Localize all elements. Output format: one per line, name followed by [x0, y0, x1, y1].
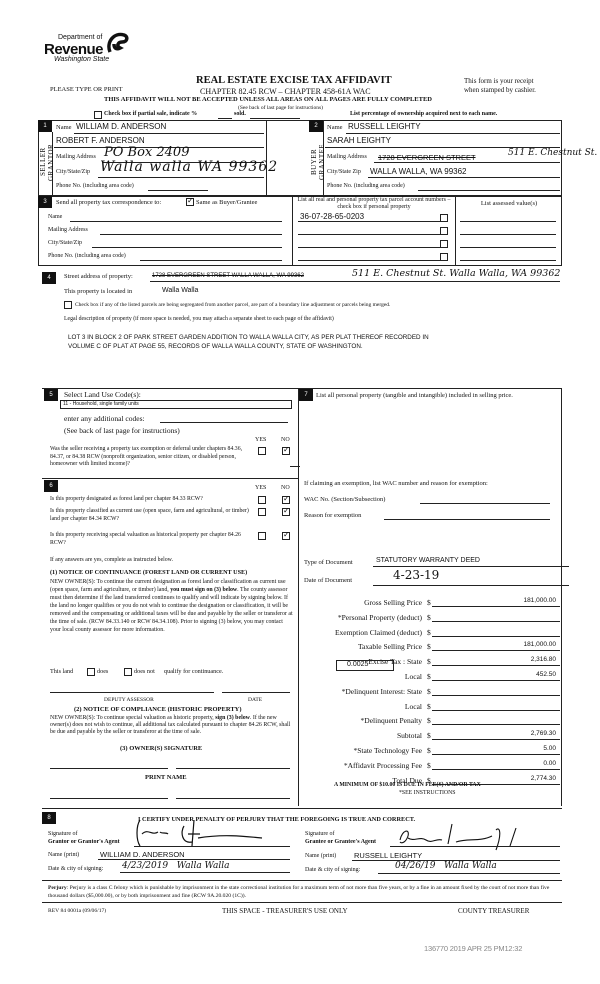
amount-field[interactable] — [432, 739, 560, 740]
land-use-see-back: (See back of last page for instructions) — [64, 426, 180, 435]
grantor-name-rule — [98, 859, 290, 860]
grantee-signature-rule — [390, 846, 560, 847]
amount-field[interactable] — [432, 650, 560, 651]
current-use-question: Is this property classified as current use (open space, farm and agricultural, or timber) land per chapter 84.34 RCW? — [50, 508, 249, 522]
certify-statement: I CERTIFY UNDER PENALTY OF PERJURY THAT THE FOREGOING IS TRUE AND CORRECT. — [138, 816, 416, 823]
personal-property-label: List all personal property (tangible and intangible) included in selling price. — [316, 392, 513, 399]
qualify-label: qualify for continuance. — [164, 668, 224, 675]
buyer-phone-label: Phone No. (including area code) — [327, 183, 405, 189]
amount-label: Subtotal — [396, 731, 422, 741]
minimum-due-note: A MINIMUM OF $10.00 IS DUE IN FEE(S) AND/OR TAX — [334, 782, 481, 788]
buyer-mailing-label: Mailing Address — [327, 154, 367, 160]
partial-sale-label: Check box if partial sale, indicate % — [104, 111, 198, 117]
section-7-badge: 7 — [299, 389, 313, 401]
amount-field[interactable] — [432, 769, 560, 770]
please-type: PLEASE TYPE OR PRINT — [50, 86, 123, 93]
seller-city-value[interactable]: Walla walla WA 99362 — [100, 159, 279, 175]
amount-label: Local — [404, 672, 422, 681]
segregated-label: Check box if any of the listed parcels are being segregated from another parcel, are part of a boundary line adjustment or parcels being merged. — [75, 302, 391, 308]
legal-description-label: Legal description of property (if more space is needed, you may attach a separate sheet to each page of the affidavit) — [64, 316, 334, 322]
exemption-no-checkbox[interactable] — [282, 447, 290, 455]
amount-label: *State Technology Fee — [353, 746, 422, 755]
currency-symbol: $ — [427, 731, 431, 741]
parcel-4-personal-checkbox[interactable] — [440, 253, 448, 261]
parcel-number-4[interactable] — [298, 260, 440, 261]
wac-number-label: WAC No. (Section/Subsection) — [304, 496, 386, 503]
section-6-badge: 6 — [44, 480, 58, 492]
form-id: REV 84 0001a (09/06/17) — [48, 908, 107, 914]
currency-symbol: $ — [427, 775, 431, 785]
corr-mailing-field[interactable] — [100, 234, 282, 235]
perjury-bottom-rule — [42, 902, 562, 903]
amount-label: Total Due — [392, 775, 422, 785]
corr-name-label: Name — [48, 214, 63, 220]
grantor-sig-label-2: Grantor or Grantor's Agent — [48, 839, 120, 845]
exemption-reason-label: Reason for exemption — [304, 512, 362, 519]
amount-value: 181,000.00 — [523, 641, 556, 649]
amount-value: 181,000.00 — [523, 597, 556, 604]
amount-label: Exemption Claimed (deduct) — [334, 627, 422, 637]
currency-symbol: $ — [427, 612, 431, 622]
revenue-swirl-icon — [106, 32, 130, 56]
local-rate-value: 0.0025 — [347, 661, 369, 668]
doc-date-value[interactable]: 4-23-19 — [393, 568, 440, 582]
forest-land-question: Is this property designated as forest land per chapter 84.33 RCW? — [50, 496, 203, 502]
lower-box-right — [561, 388, 562, 806]
doc-type-rule — [373, 566, 569, 567]
grantor-name-label: Name (print) — [48, 852, 80, 858]
street-address-label: Street address of property: — [64, 273, 133, 280]
grantor-sig-label-1: Signature of — [48, 831, 78, 837]
seller-side-label — [39, 140, 55, 184]
amount-field[interactable] — [432, 665, 560, 666]
exemption-question: Was the seller receiving a property tax exemption or deferral under chapters 84.36, 84.37, or 84.38 RCW (nonprofit organization, senior citizen, or disabled person, homeowner with limited income)? — [50, 446, 243, 467]
current-use-no-checkbox[interactable] — [282, 508, 290, 516]
send-correspondence-label: Send all property tax correspondence to: — [56, 199, 162, 206]
owner-signature-field-1[interactable] — [50, 768, 168, 769]
section-8-badge: 8 — [42, 812, 56, 824]
s5-no-header: NO — [281, 437, 290, 443]
forest-yes-checkbox[interactable] — [258, 496, 266, 504]
assessed-value-1-field[interactable] — [460, 221, 556, 222]
grantor-date-city[interactable]: 4/23/2019 Walla Walla — [122, 861, 230, 871]
s5-yes-header: YES — [255, 437, 267, 443]
logo-revenue: Revenue — [44, 41, 104, 58]
legal-description-line-1: LOT 3 IN BLOCK 2 OF PARK STREET GARDEN ADDITION TO WALLA WALLA CITY, AS PER PLAT THEREOF RECORDED IN — [68, 334, 429, 341]
grantee-sig-label-2: Grantee or Grantee's Agent — [305, 839, 377, 845]
amount-value: 2,316.80 — [530, 656, 556, 664]
s6-no-header: NO — [281, 485, 290, 491]
partial-sale-checkbox[interactable] — [94, 111, 102, 119]
buyer-name-1-rule — [346, 133, 560, 134]
amount-value: 0.00 — [543, 759, 556, 767]
owner-print-name-field-2[interactable] — [176, 798, 290, 799]
deputy-assessor-label: DEPUTY ASSESSOR — [104, 697, 154, 703]
notice-continuance-text-a: NEW OWNER(S): To continue the current designation as forest land or classification as current use (open space, farm and agriculture, or timber) land, — [50, 579, 286, 593]
ownership-note: List percentage of ownership acquired next to each name. — [350, 111, 498, 117]
amount-field[interactable] — [432, 724, 560, 725]
currency-symbol: $ — [427, 598, 431, 607]
parcel-3-personal-checkbox[interactable] — [440, 240, 448, 248]
corr-city-label: City/State/Zip — [48, 240, 82, 246]
buyer-side-label — [310, 140, 326, 184]
currency-symbol: $ — [427, 716, 431, 726]
currency-symbol: $ — [427, 657, 431, 667]
parcel-number-2[interactable] — [298, 234, 440, 235]
grantee-name-value[interactable]: RUSSELL LEIGHTY — [354, 851, 423, 860]
amount-label: *Personal Property (deduct) — [337, 612, 422, 622]
treasurer-space-label: THIS SPACE - TREASURER'S USE ONLY — [222, 907, 348, 915]
street-address-rule — [150, 281, 560, 282]
parcel-2-personal-checkbox[interactable] — [440, 227, 448, 235]
doc-type-value[interactable]: STATUTORY WARRANTY DEED — [376, 557, 480, 564]
amount-value: 2,774.30 — [530, 774, 556, 782]
perjury-notice — [48, 884, 560, 900]
lower-box-mid — [298, 388, 299, 806]
amount-field[interactable] — [432, 606, 560, 607]
historic-yes-checkbox[interactable] — [258, 532, 266, 540]
buyer-name-1[interactable]: RUSSELL LEIGHTY — [348, 122, 421, 131]
see-back-header: (See back of last page for instructions) — [238, 105, 323, 111]
currency-symbol: $ — [427, 686, 431, 696]
partial-sale-suffix: sold. — [234, 111, 246, 117]
wac-number-field[interactable] — [420, 503, 550, 504]
currency-symbol: $ — [427, 760, 431, 770]
perjury-text: : Perjury is a class C felony which is punishable by imprisonment in the state correctional institution for a maximum term of not more than five years, or by a fine in an amount fixed by the court of not more than five thousand dollars ($5,000.00), or by both imprisonment and fine (RCW 9A.20.020 (1C)). — [48, 885, 550, 899]
seller-name-1[interactable]: WILLIAM D. ANDERSON — [76, 122, 167, 131]
grantee-date-rule — [378, 873, 560, 874]
same-as-buyer-label: Same as Buyer/Grantee — [196, 199, 258, 206]
buyer-mailing-rule — [374, 162, 560, 163]
receipt-note-2: when stamped by cashier. — [464, 86, 536, 94]
county-treasurer-label: COUNTY TREASURER — [458, 907, 530, 915]
street-address-struck: 1728 EVERGREEN STREET WALLA WALLA, WA 99362 — [152, 273, 304, 279]
amount-field[interactable] — [432, 680, 560, 681]
parcel-header: List all real and personal property tax parcel account numbers – check box if personal property — [297, 197, 451, 210]
partial-sale-percent-field[interactable] — [218, 118, 232, 119]
seller-phone-label: Phone No. (including area code) — [56, 183, 134, 189]
parties-divider — [266, 120, 267, 196]
corr-city-field[interactable] — [92, 247, 282, 248]
s6-top-rule — [42, 478, 298, 479]
same-as-buyer-checkbox[interactable] — [186, 198, 194, 206]
seller-mailing-value[interactable]: PO Box 2409 — [104, 145, 190, 160]
historic-no-checkbox[interactable] — [282, 532, 290, 540]
amount-label: *Delinquent Interest: State — [341, 686, 422, 696]
currency-symbol: $ — [427, 701, 431, 711]
segregated-checkbox[interactable] — [64, 301, 72, 309]
forest-no-checkbox[interactable] — [282, 496, 290, 504]
exemption-claim-label: If claiming an exemption, list WAC number and reason for exemption: — [304, 480, 488, 487]
logo-state: Washington State — [54, 56, 110, 63]
deputy-assessor-signature[interactable] — [50, 692, 214, 693]
notice-continuance-text — [50, 578, 294, 634]
seller-city-label: City/State/Zip — [56, 169, 90, 175]
land-does-checkbox[interactable] — [87, 668, 95, 676]
assessor-date-label: DATE — [248, 697, 263, 703]
section-5-badge: 5 — [44, 389, 58, 401]
completion-warning: THIS AFFIDAVIT WILL NOT BE ACCEPTED UNLESS ALL AREAS ON ALL PAGES ARE FULLY COMPLETED — [104, 96, 432, 103]
corr-mailing-label: Mailing Address — [48, 227, 88, 233]
currency-symbol: $ — [427, 672, 431, 681]
grantee-name-label: Name (print) — [305, 853, 337, 859]
section-4-badge: 4 — [42, 272, 56, 284]
amount-label: Gross Selling Price — [364, 598, 422, 607]
notice-compliance-text-a: NEW OWNER(S): To continue special valuation as historic property, — [50, 715, 214, 721]
s8-top-rule — [42, 808, 562, 809]
grantee-date-city[interactable]: 04/26/19 Walla Walla — [395, 861, 497, 871]
buyer-label: BUYER — [310, 148, 318, 176]
grantor-date-label: Date & city of signing: — [48, 866, 104, 872]
parcel-1-personal-checkbox[interactable] — [440, 214, 448, 222]
notice-compliance-text — [50, 715, 296, 736]
section-2-badge: 2 — [309, 120, 323, 132]
notice-continuance-title: (1) NOTICE OF CONTINUANCE (FOREST LAND OR CURRENT USE) — [50, 569, 248, 576]
amount-field[interactable] — [432, 695, 560, 696]
notice-compliance-bold: sign (3) below — [215, 715, 250, 721]
buyer-city-label: City/State Zip — [327, 169, 361, 175]
land-does-not-checkbox[interactable] — [124, 668, 132, 676]
notice-continuance-bold: you must sign on (3) below — [170, 587, 238, 593]
buyer-city-rule — [368, 177, 560, 178]
seller-name-2[interactable]: ROBERT F. ANDERSON — [56, 136, 145, 145]
additional-codes-label: enter any additional codes: — [64, 414, 145, 423]
currency-symbol: $ — [427, 627, 431, 637]
grantor-signature-rule — [134, 846, 290, 847]
current-use-yes-checkbox[interactable] — [258, 508, 266, 516]
assessed-value-2-field[interactable] — [460, 234, 556, 235]
amount-field[interactable] — [432, 636, 560, 637]
parcel-number-3[interactable] — [298, 247, 440, 248]
buyer-mailing-value[interactable]: 511 E. Chestnut St. — [508, 148, 598, 158]
doc-type-label: Type of Document — [304, 559, 353, 566]
amount-label: *Affidavit Processing Fee — [343, 760, 422, 770]
located-label: This property is located in — [64, 288, 133, 295]
perjury-top-rule — [42, 880, 562, 881]
assessed-value-4-field[interactable] — [460, 260, 556, 261]
seller-name-1-rule — [74, 133, 264, 134]
section-1-badge: 1 — [38, 120, 52, 132]
exemption-yes-checkbox[interactable] — [258, 447, 266, 455]
amount-field[interactable] — [432, 710, 560, 711]
grantee-label: GRANTEE — [318, 143, 326, 181]
corr-phone-field[interactable] — [140, 260, 282, 261]
this-land-label: This land — [50, 668, 74, 675]
exemption-reason-field[interactable] — [384, 519, 550, 520]
land-use-label: Select Land Use Code(s): — [64, 390, 141, 399]
assessor-date-field[interactable] — [222, 692, 290, 693]
amount-value: 452.50 — [536, 671, 556, 678]
amount-label: Taxable Selling Price — [357, 642, 422, 652]
notice-compliance-text-b: . If the new owner(s) does not wish to continue, all additional tax calculated pursuant to chapter 84.26 RCW, shall be due and payable by the seller or transferor at the time of sale. — [50, 715, 291, 735]
perjury-label: Perjury — [48, 885, 67, 891]
grantor-label: GRANTOR — [47, 143, 55, 181]
owner-signature-label: (3) OWNER(S) SIGNATURE — [120, 745, 203, 752]
grantor-name-value[interactable]: WILLIAM D. ANDERSON — [100, 850, 185, 859]
s7-mid-rule — [290, 466, 300, 467]
corr-phone-label: Phone No. (including area code) — [48, 253, 126, 259]
historic-question: Is this property receiving special valuation as historical property per chapter 84.26 RCW? — [50, 532, 241, 546]
currency-symbol: $ — [427, 746, 431, 755]
legal-description-line-2: VOLUME C OF PLAT AT PAGE 55, RECORDS OF WALLA WALLA COUNTY, STATE OF WASHINGTON. — [68, 343, 363, 350]
assessed-value-3-field[interactable] — [460, 247, 556, 248]
s6-yes-header: YES — [255, 485, 267, 491]
receipt-note-1: This form is your receipt — [464, 77, 534, 85]
amount-value: 2,769.30 — [530, 730, 556, 738]
located-value[interactable]: Walla Walla — [162, 287, 199, 294]
amount-field[interactable] — [432, 754, 560, 755]
parcel-rule-1 — [298, 221, 440, 222]
s3-divider-1 — [292, 196, 293, 266]
seller-mailing-label: Mailing Address — [56, 154, 96, 160]
additional-codes-field[interactable] — [160, 422, 288, 423]
buyer-name-2[interactable]: SARAH LEIGHTY — [327, 136, 392, 145]
form-subtitle: CHAPTER 82.45 RCW – CHAPTER 458-61A WAC — [200, 87, 371, 96]
amount-label: Excise Tax : State — [368, 657, 422, 667]
seller-phone-field[interactable] — [148, 190, 208, 191]
street-address-value[interactable]: 511 E. Chestnut St. Walla Walla, WA 99362 — [352, 268, 561, 279]
dor-logo — [40, 32, 140, 66]
seller-name-label: Name — [56, 124, 72, 131]
owner-signature-field-2[interactable] — [176, 768, 290, 769]
partial-sale-rule — [250, 118, 300, 119]
logo-dept: Department of — [58, 34, 103, 41]
amount-label: *Delinquent Penalty — [360, 716, 422, 726]
recording-stamp: 136770 2019 APR 25 PM12:32 — [424, 944, 523, 953]
print-name-label: PRINT NAME — [145, 774, 187, 781]
assessed-header: List assessed value(s) — [480, 200, 538, 207]
seller-label: SELLER — [39, 147, 47, 177]
amount-field[interactable] — [432, 621, 560, 622]
if-yes-instruction: If any answers are yes, complete as instructed below. — [50, 557, 173, 563]
land-does-not-label: does not — [134, 668, 155, 675]
amount-label: Local — [404, 701, 422, 711]
doc-date-rule — [373, 585, 569, 586]
currency-symbol: $ — [427, 642, 431, 652]
form-title: REAL ESTATE EXCISE TAX AFFIDAVIT — [196, 75, 392, 86]
notice-compliance-title: (2) NOTICE OF COMPLIANCE (HISTORIC PROPERTY) — [74, 706, 242, 713]
doc-date-label: Date of Document — [304, 577, 353, 584]
see-instructions-note: *SEE INSTRUCTIONS — [399, 790, 456, 796]
buyer-mailing-struck: 1728 EVERGREEN STREET — [378, 153, 476, 162]
land-does-label: does — [97, 668, 109, 675]
corr-name-field[interactable] — [70, 221, 282, 222]
buyer-city-value[interactable]: WALLA WALLA, WA 99362 — [370, 167, 467, 176]
land-use-value: 11 - Household, single family units — [63, 401, 139, 407]
seller-city-rule — [98, 177, 264, 178]
parcel-number-1[interactable]: 36-07-28-65-0203 — [300, 212, 365, 221]
notice-continuance-text-b: . The county assessor must then determine if the land transferred continues to qualify and will indicate by signing below. If the land no longer qualifies or you do not wish to continue the designation or classification, it will be removed and the compensating or additional taxes will be due and payable by the seller or transferor at the time of sale. (RCW 84.33.140 or RCW 84.34.108). Prior to signing (3) below, you may contact your local county assessor for more information. — [50, 587, 293, 633]
grantee-sig-label-1: Signature of — [305, 831, 335, 837]
grantor-date-rule — [120, 872, 290, 873]
amount-value: 5.00 — [543, 745, 556, 752]
owner-print-name-field-1[interactable] — [50, 798, 168, 799]
grantee-date-label: Date & city of signing: — [305, 867, 361, 873]
section-3-badge: 3 — [38, 196, 52, 208]
buyer-phone-field[interactable] — [418, 190, 560, 191]
grantor-signature[interactable] — [132, 816, 292, 850]
buyer-name-label: Name — [327, 124, 343, 131]
